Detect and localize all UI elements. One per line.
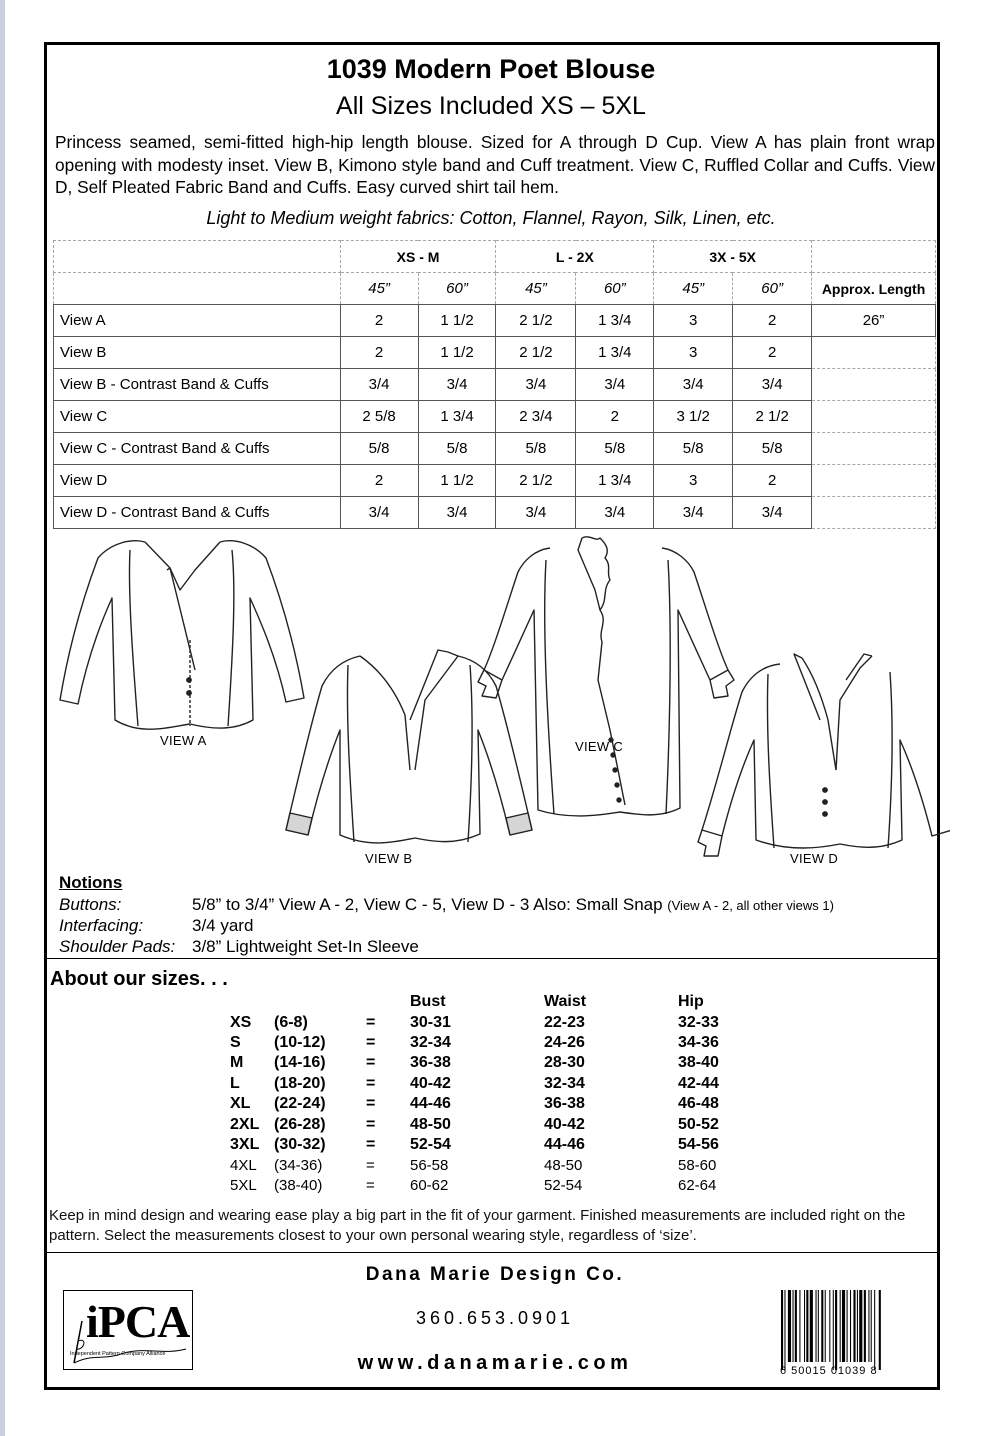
yardage-row [54,433,936,465]
barcode-bar [788,1290,791,1362]
barcode-bar [821,1290,823,1362]
barcode-bar [781,1290,783,1370]
yardage-cell: 3/4 [340,497,418,529]
equals-sign: = [366,1115,376,1133]
bust-value: 56-58 [410,1156,449,1174]
size-code: S [230,1033,241,1051]
barcode-bar [804,1290,805,1362]
view-label: View B - Contrast Band & Cuffs [54,369,341,401]
hip-value: 50-52 [678,1115,719,1133]
size-row [230,1114,758,1134]
size-row [230,1074,758,1094]
notion-pads-label: Shoulder Pads: [59,937,176,956]
hip-value: 54-56 [678,1135,719,1153]
size-range: (10-12) [274,1033,326,1051]
length-cell [812,337,936,369]
bust-value: 44-46 [410,1095,451,1113]
view-d-label: VIEW D [790,851,839,866]
ipca-subtitle: Independent Pattern Company Alliance [70,1351,166,1357]
company-name: Dana Marie Design Co. [365,1264,625,1285]
hip-value: 58-60 [678,1156,717,1174]
barcode-bar [799,1290,800,1362]
yardage-cell: 3 [654,337,733,369]
view-label: View A [54,305,341,337]
yardage-cell: 3/4 [654,369,733,401]
size-code: XS [230,1013,252,1031]
section-divider [47,958,937,959]
size-range: (34-36) [274,1156,323,1174]
size-chart [230,992,758,1196]
fabric-width-header: 60” [418,273,496,305]
hip-value: 32-33 [678,1013,719,1031]
yardage-cell: 1 3/4 [576,305,654,337]
size-range: (26-28) [274,1115,326,1133]
yardage-cell: 3 [654,305,733,337]
bust-value: 52-54 [410,1135,451,1153]
yardage-cell: 5/8 [496,433,576,465]
fabric-width-header: 60” [733,273,812,305]
notion-buttons-note: (View A - 2, all other views 1) [667,898,834,913]
waist-value: 32-34 [544,1074,585,1092]
bust-value: 30-31 [410,1013,451,1031]
view-label: View B [54,337,341,369]
barcode-bar [874,1290,875,1370]
size-group-header: L - 2X [496,241,654,273]
yardage-cell: 1 1/2 [418,305,496,337]
waist-value: 36-38 [544,1095,585,1113]
barcode-bar [793,1290,794,1362]
yardage-cell: 3/4 [496,369,576,401]
size-code: 3XL [230,1135,260,1153]
yardage-cell: 2 1/2 [733,401,812,433]
pattern-title: 1039 Modern Poet Blouse [326,54,656,84]
length-cell [812,401,936,433]
view-label: View D [54,465,341,497]
yardage-cell: 5/8 [418,433,496,465]
yardage-cell: 1 3/4 [576,337,654,369]
yardage-cell: 3/4 [340,369,418,401]
view-label: View D - Contrast Band & Cuffs [54,497,341,529]
hip-value: 42-44 [678,1074,719,1092]
yardage-cell: 3/4 [418,497,496,529]
barcode-bar [835,1290,837,1370]
yardage-cell: 3/4 [733,369,812,401]
upc-barcode [778,1290,923,1375]
yardage-row [54,465,936,497]
view-label: View C [54,401,341,433]
size-row [230,1033,758,1053]
notion-buttons-value-wrap [192,895,834,915]
yardage-cell: 3 [654,465,733,497]
yardage-cell: 2 3/4 [496,401,576,433]
size-group-header: XS - M [340,241,496,273]
notion-buttons-label: Buttons: [59,895,122,914]
yardage-cell: 2 1/2 [496,465,576,497]
view-c-illustration [478,537,734,816]
equals-sign: = [366,1177,375,1195]
view-b-label: VIEW B [365,851,413,866]
waist-value: 28-30 [544,1054,585,1072]
view-b-illustration [286,650,532,843]
yardage-cell: 3/4 [576,497,654,529]
waist-value: 24-26 [544,1033,585,1051]
size-range: (14-16) [274,1054,326,1072]
size-code: 4XL [230,1156,257,1174]
company-phone: 360.653.0901 [415,1308,575,1328]
yardage-cell: 2 1/2 [496,337,576,369]
barcode-bar [842,1290,845,1362]
fabric-width-header: 60” [576,273,654,305]
equals-sign: = [366,1095,376,1113]
length-cell [812,369,936,401]
barcode-bar [816,1290,817,1362]
bust-value: 36-38 [410,1054,451,1072]
view-label: View C - Contrast Band & Cuffs [54,433,341,465]
barcode-bar [829,1290,830,1362]
barcode-bar [806,1290,808,1362]
notion-pads-value: 3/8” Lightweight Set-In Sleeve [192,937,419,956]
length-cell [812,497,936,529]
yardage-size-header-row [54,241,936,273]
waist-value: 52-54 [544,1177,583,1195]
yardage-row [54,337,936,369]
bust-header: Bust [410,993,446,1011]
hip-value: 38-40 [678,1054,719,1072]
yardage-cell: 2 [733,337,812,369]
size-range: (18-20) [274,1074,326,1092]
size-range: (6-8) [274,1013,308,1031]
barcode-bar [859,1290,862,1362]
size-chart-header [230,992,758,1012]
fabric-width-header: 45” [340,273,418,305]
fabric-width-header: 45” [654,273,733,305]
yardage-cell: 1 3/4 [576,465,654,497]
notion-interfacing-label: Interfacing: [59,916,144,935]
view-a-label: VIEW A [160,733,207,748]
yardage-cell: 1 1/2 [418,465,496,497]
barcode-bar [847,1290,848,1362]
bust-value: 40-42 [410,1074,451,1092]
company-website[interactable]: www.danamarie.com [357,1352,633,1374]
size-code: 5XL [230,1177,257,1195]
approx-length-header: Approx. Length [812,273,936,305]
fabric-suggestions: Light to Medium weight fabrics: Cotton, Flannel, Rayon, Silk, Linen, etc. [206,208,776,228]
length-cell [812,465,936,497]
waist-value: 22-23 [544,1013,585,1031]
barcode-bar [840,1290,841,1362]
size-range: (22-24) [274,1095,326,1113]
size-code: L [230,1074,240,1092]
size-row [230,1012,758,1032]
bust-value: 48-50 [410,1115,451,1133]
size-code: M [230,1054,244,1072]
equals-sign: = [366,1033,376,1051]
yardage-row [54,305,936,337]
size-code: XL [230,1095,251,1113]
yardage-cell: 2 [576,401,654,433]
size-row [230,1094,758,1114]
yardage-cell: 5/8 [340,433,418,465]
yardage-cell: 3/4 [576,369,654,401]
size-range: (38-40) [274,1177,323,1195]
yardage-table [53,240,936,529]
yardage-row [54,369,936,401]
barcode-bar [879,1290,881,1370]
barcode-bar [871,1290,872,1362]
yardage-cell: 2 [340,337,418,369]
barcode-bar [818,1290,819,1362]
yardage-cell: 2 1/2 [496,305,576,337]
waist-value: 40-42 [544,1115,585,1133]
equals-sign: = [366,1135,376,1153]
yardage-width-header-row [54,273,936,305]
barcode-bar [868,1290,869,1362]
barcode-bar [784,1290,785,1370]
yardage-row [54,497,936,529]
barcode-bar [833,1290,834,1370]
view-c-label: VIEW C [575,739,624,754]
view-a-illustration [60,541,304,729]
yardage-cell: 3/4 [418,369,496,401]
hip-value: 46-48 [678,1095,719,1113]
yardage-cell: 3/4 [733,497,812,529]
barcode-bar [825,1290,826,1362]
ease-note: Keep in mind design and wearing ease play a big part in the fit of your garment. Finished measurements are included right on the pattern. Select the measurements closest to your own personal wearing style, regardless of ‘size’. [49,1207,906,1244]
yardage-cell: 2 [340,305,418,337]
garment-illustrations [50,530,950,870]
notion-interfacing-value: 3/4 yard [192,916,254,935]
ipca-logo [63,1290,193,1370]
notions-heading: Notions [59,873,123,892]
waist-value: 48-50 [544,1156,583,1174]
fabric-width-header: 45” [496,273,576,305]
barcode-bar [857,1290,858,1362]
yardage-cell: 5/8 [576,433,654,465]
hip-value: 62-64 [678,1177,717,1195]
barcode-bar [864,1290,866,1362]
yardage-cell: 2 [733,305,812,337]
equals-sign: = [366,1013,376,1031]
yardage-cell: 3/4 [654,497,733,529]
yardage-cell: 1 3/4 [418,401,496,433]
yardage-cell: 3/4 [496,497,576,529]
equals-sign: = [366,1074,376,1092]
size-row [230,1176,758,1196]
barcode-bar [850,1290,851,1362]
hip-value: 34-36 [678,1033,719,1051]
footer-divider [47,1252,937,1253]
notion-buttons-value: 5/8” to 3/4” View A - 2, View C - 5, View D - 3 Also: Small Snap [192,895,663,914]
yardage-row [54,401,936,433]
equals-sign: = [366,1156,375,1174]
waist-header: Waist [544,993,587,1011]
bust-value: 60-62 [410,1177,449,1195]
size-row [230,1053,758,1073]
yardage-cell: 2 5/8 [340,401,418,433]
yardage-cell: 3 1/2 [654,401,733,433]
view-d-illustration [698,654,950,856]
yardage-cell: 5/8 [733,433,812,465]
notions-section [59,873,834,956]
sizes-heading: About our sizes. . . [50,968,228,990]
yardage-cell: 2 [340,465,418,497]
waist-value: 44-46 [544,1135,585,1153]
size-range: (30-32) [274,1135,326,1153]
pattern-description: Princess seamed, semi-fitted high-hip length blouse. Sized for A through D Cup. View A has plain front wrap opening with modesty inset. View B, Kimono style band and Cuff treatment. View C, Ruffled Collar and Cuffs. View D, Self Pleated Fabric Band and Cuffs. Easy curved shirt tail hem. [55,132,935,197]
barcode-number: 6 50015 01039 8 [780,1365,878,1377]
size-row [230,1135,758,1155]
yardage-cell: 2 [733,465,812,497]
yardage-cell: 1 1/2 [418,337,496,369]
length-cell: 26” [812,305,936,337]
pattern-subtitle: All Sizes Included XS – 5XL [336,92,646,120]
bust-value: 32-34 [410,1033,451,1051]
barcode-bar [810,1290,813,1362]
size-row [230,1155,758,1175]
barcode-bar [853,1290,855,1362]
barcode-bar [795,1290,797,1362]
equals-sign: = [366,1054,376,1072]
length-cell [812,433,936,465]
yardage-cell: 5/8 [654,433,733,465]
hip-header: Hip [678,993,704,1011]
size-code: 2XL [230,1115,260,1133]
ipca-wordmark: iPCA [86,1296,190,1347]
size-group-header: 3X - 5X [654,241,812,273]
